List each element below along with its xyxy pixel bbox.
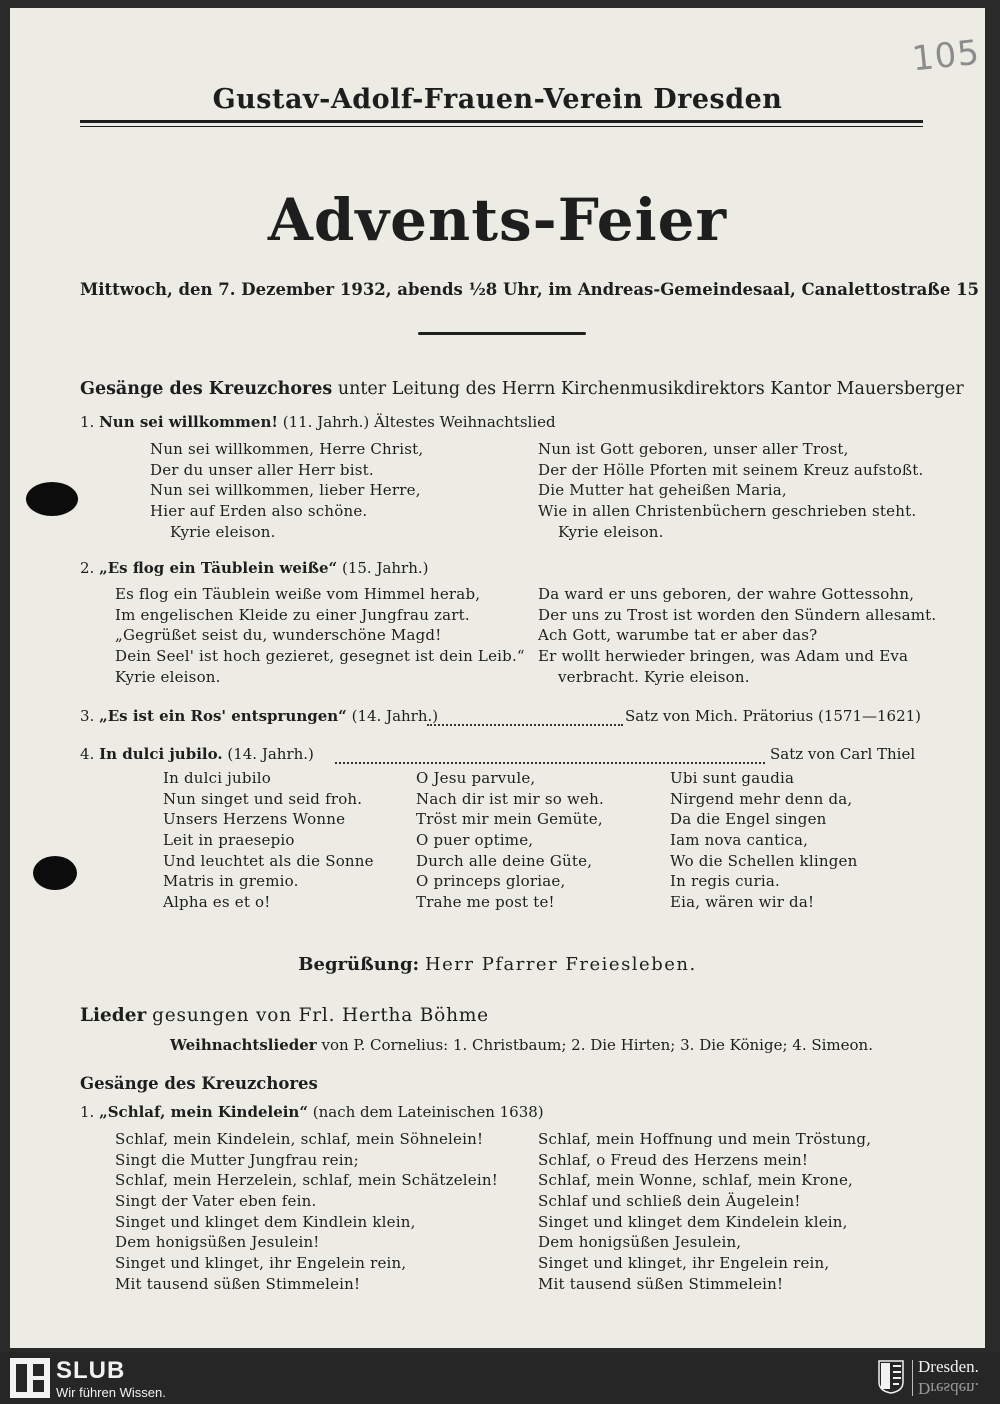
song-4-setting: Satz von Carl Thiel	[770, 745, 916, 763]
section2-song-number: 1.	[80, 1103, 95, 1121]
lyric-line: „Gegrüßet seist du, wunderschöne Magd!	[115, 626, 442, 645]
lyric-line: Schlaf, mein Wonne, schlaf, mein Krone,	[538, 1171, 854, 1190]
lyric-line: O puer optime,	[416, 831, 534, 850]
song-2-left-stanza	[115, 584, 525, 687]
song-4-heading	[80, 745, 314, 763]
song-4-dot-leader	[335, 762, 765, 764]
lyric-line: Schlaf, mein Hoffnung und mein Tröstung,	[538, 1130, 872, 1148]
lyric-line: Der uns zu Trost ist worden den Sündern allesamt.	[538, 605, 937, 624]
lyric-line: Schlaf, mein Herzelein, schlaf, mein Schätzelein!	[115, 1171, 498, 1190]
lyric-line: Leit in praesepio	[163, 831, 295, 850]
lyric-line: Nun sei willkommen, lieber Herre,	[150, 481, 421, 500]
lyric-line: Wie in allen Christenbüchern geschrieben steht.	[538, 502, 917, 521]
song-3-setting: Satz von Mich. Prätorius (1571—1621)	[625, 707, 922, 725]
song-4-note: (14. Jahrh.)	[227, 745, 314, 763]
song-3-dot-leader	[427, 724, 623, 726]
section1-heading-bold: Gesänge des Kreuzchores	[80, 379, 333, 399]
lyric-line: Singet und klinget dem Kindelein klein,	[538, 1212, 848, 1231]
lyric-line: Durch alle deine Güte,	[416, 851, 593, 870]
lyric-line: Schlaf und schließ dein Äugelein!	[538, 1192, 801, 1211]
section1-heading	[80, 379, 964, 399]
lyric-line: verbracht. Kyrie eleison.	[558, 667, 750, 686]
song-1-right-stanza	[538, 439, 923, 542]
song-1-left-stanza	[150, 439, 423, 542]
lyric-line: Singet und klinget, ihr Engelein rein,	[538, 1254, 830, 1273]
song-2-heading	[80, 559, 429, 577]
slub-logo-text: SLUB	[56, 1357, 126, 1384]
lyric-line: Und leuchtet als die Sonne	[163, 851, 374, 870]
lyric-line: Eia, wären wir da!	[670, 893, 815, 912]
lyric-line: Dein Seel' ist hoch gezieret, gesegnet ist dein Leib.“	[115, 647, 525, 666]
song-2-title: „Es flog ein Täublein weiße“	[99, 559, 338, 577]
section2-heading: Gesänge des Kreuzchores	[80, 1074, 318, 1093]
lyric-line: Schlaf, o Freud des Herzens mein!	[538, 1150, 809, 1169]
song-4-title: In dulci jubilo.	[99, 745, 223, 763]
lyric-line: In regis curia.	[670, 872, 781, 891]
association-name: Gustav-Adolf-Frauen-Verein Dresden	[212, 84, 783, 115]
lyric-line: Alpha es et o!	[163, 893, 271, 912]
footer-bar	[0, 1352, 1000, 1404]
lyric-line: Mit tausend süßen Stimmelein!	[538, 1274, 784, 1293]
song-2-note: (15. Jahrh.)	[341, 559, 429, 577]
logo-divider	[912, 1360, 913, 1396]
lyric-line: Er wollt herwieder bringen, was Adam und Eva	[538, 647, 909, 666]
event-details: Mittwoch, den 7. Dezember 1932, abends ½8 Uhr, im Andreas-Gemeindesaal, Canalettostraße 15	[80, 280, 980, 299]
song-1-heading	[80, 413, 556, 431]
lyric-line: Kyrie eleison.	[170, 522, 276, 541]
lyric-line: Da ward er uns geboren, der wahre Gottessohn,	[538, 585, 915, 603]
dresden-logo-text: Dresden.	[918, 1357, 979, 1376]
song-3-heading	[80, 707, 438, 725]
greeting-line	[80, 954, 915, 975]
slub-logo-icon	[10, 1358, 50, 1398]
section2-left-stanza	[115, 1129, 498, 1295]
song-1-note: (11. Jahrh.) Ältestes Weihnachtslied	[282, 413, 556, 431]
lyric-line: Kyrie eleison.	[558, 522, 664, 541]
lyric-line: Unsers Herzens Wonne	[163, 810, 346, 829]
lyric-line: Dem honigsüßen Jesulein,	[538, 1233, 742, 1252]
lyric-line: Wo die Schellen klingen	[670, 851, 858, 870]
weihnachtslieder-list: von P. Cornelius: 1. Christbaum; 2. Die Hirten; 3. Die Könige; 4. Simeon.	[321, 1036, 873, 1054]
lieder-performer: gesungen von Frl. Hertha Böhme	[152, 1005, 489, 1026]
greeting-speaker: Herr Pfarrer Freiesleben.	[424, 954, 697, 975]
song-1-number: 1.	[80, 413, 95, 431]
lyric-line: Nirgend mehr denn da,	[670, 789, 853, 808]
lieder-line	[80, 1005, 489, 1026]
lyric-line: Der der Hölle Pforten mit seinem Kreuz aufstoßt.	[538, 460, 924, 479]
binder-hole-lower	[33, 856, 77, 890]
lyric-line: Ubi sunt gaudia	[670, 769, 795, 787]
lyric-line: Es flog ein Täublein weiße vom Himmel herab,	[115, 585, 481, 603]
lyric-line: Nun ist Gott geboren, unser aller Trost,	[538, 440, 849, 458]
song-4-column-2	[416, 768, 604, 913]
section1-heading-rest: unter Leitung des Herrn Kirchenmusikdirektors Kantor Mauersberger	[337, 379, 964, 399]
lyric-line: Hier auf Erden also schöne.	[150, 502, 368, 521]
lieder-label: Lieder	[80, 1005, 147, 1026]
lyric-line: O Jesu parvule,	[416, 769, 536, 787]
header-rule-thick	[80, 120, 923, 123]
section2-song-title: „Schlaf, mein Kindelein“	[99, 1103, 308, 1121]
header-rule-thin	[80, 126, 923, 127]
event-title: Advents-Feier	[267, 186, 728, 254]
song-4-column-3	[670, 768, 857, 913]
section2-right-stanza	[538, 1129, 871, 1295]
section2-song-heading	[80, 1103, 544, 1121]
greeting-label: Begrüßung:	[298, 954, 420, 975]
song-4-number: 4.	[80, 745, 95, 763]
lyric-line: Iam nova cantica,	[670, 831, 809, 850]
lyric-line: Tröst mir mein Gemüte,	[416, 810, 603, 829]
dresden-coat-of-arms-icon	[878, 1360, 904, 1394]
song-3-note: (14. Jahrh.)	[351, 707, 439, 725]
song-4-column-1	[163, 768, 374, 913]
weihnachtslieder-line	[170, 1036, 873, 1054]
program-sheet	[10, 8, 985, 1348]
binder-hole-upper	[26, 482, 78, 516]
song-3-title: „Es ist ein Ros' entsprungen“	[99, 707, 347, 725]
weihnachtslieder-label: Weihnachtslieder	[170, 1036, 317, 1054]
lyric-line: Trahe me post te!	[416, 893, 555, 912]
lyric-line: In dulci jubilo	[163, 769, 271, 787]
lyric-line: Schlaf, mein Kindelein, schlaf, mein Söhnelein!	[115, 1130, 484, 1148]
lyric-line: Singet und klinget dem Kindlein klein,	[115, 1212, 416, 1231]
lyric-line: Nach dir ist mir so weh.	[416, 789, 604, 808]
lyric-line: Da die Engel singen	[670, 810, 827, 829]
lyric-line: Singt der Vater eben fein.	[115, 1192, 317, 1211]
lyric-line: Ach Gott, warumbe tat er aber das?	[538, 626, 818, 645]
dresden-logo-mirror: Dresden.	[918, 1379, 979, 1398]
lyric-line: Kyrie eleison.	[115, 667, 221, 686]
slub-slogan: Wir führen Wissen.	[56, 1385, 166, 1400]
song-1-title: Nun sei willkommen!	[99, 413, 278, 431]
lyric-line: Singt die Mutter Jungfrau rein;	[115, 1150, 359, 1169]
lyric-line: Mit tausend süßen Stimmelein!	[115, 1274, 361, 1293]
lyric-line: Im engelischen Kleide zu einer Jungfrau zart.	[115, 605, 470, 624]
lyric-line: Der du unser aller Herr bist.	[150, 460, 374, 479]
lyric-line: O princeps gloriae,	[416, 872, 566, 891]
song-2-right-stanza	[538, 584, 936, 687]
lyric-line: Dem honigsüßen Jesulein!	[115, 1233, 320, 1252]
section2-song-note: (nach dem Lateinischen 1638)	[312, 1103, 544, 1121]
song-3-number: 3.	[80, 707, 95, 725]
lyric-line: Nun singet und seid froh.	[163, 789, 363, 808]
lyric-line: Singet und klinget, ihr Engelein rein,	[115, 1254, 407, 1273]
lyric-line: Die Mutter hat geheißen Maria,	[538, 481, 787, 500]
song-2-number: 2.	[80, 559, 95, 577]
lyric-line: Matris in gremio.	[163, 872, 299, 891]
lyric-line: Nun sei willkommen, Herre Christ,	[150, 440, 424, 458]
handwritten-page-number: 105	[910, 32, 982, 80]
ornamental-divider	[418, 332, 586, 335]
